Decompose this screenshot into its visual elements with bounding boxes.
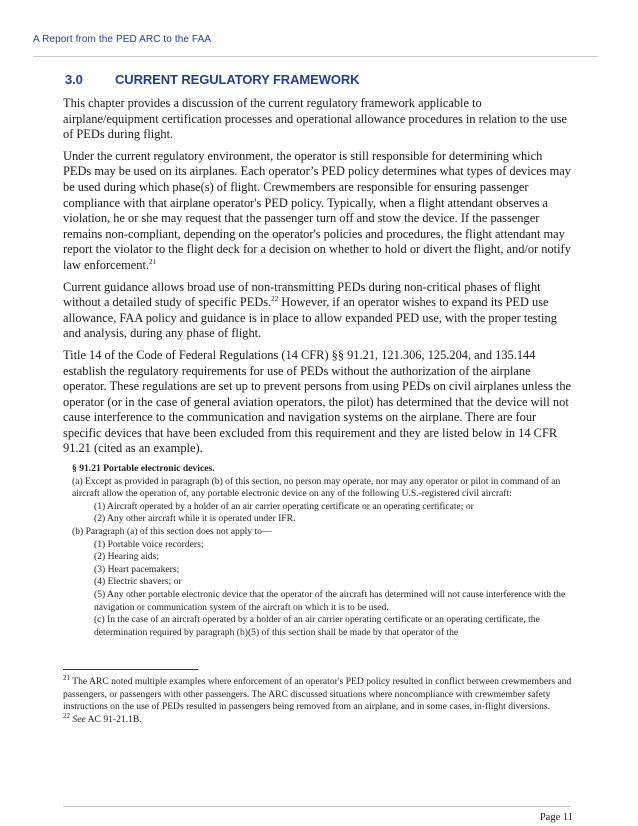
footnote-ref-21[interactable]: 21 <box>149 257 157 266</box>
footer-divider <box>63 806 571 807</box>
paragraph-operator-responsibility-text: Under the current regulatory environment, the operator is still responsible for determining which PEDs may be used on its airplanes. Each operator’s PED policy determines what types of devices may be used during which phase(s) of flight. Crewmembers are responsible for ensuring passenger compliance with that airplane operator's PED policy. Typically, when a flight attendant observes a violation, he or she may request that the passenger turn off and stow the device. If the passenger remains non-compliant, depending on the operator's policies and procedures, the flight attendant may report the violator to the flight deck for a decision on whether to hold or divert the flight, and/or notify law enforcement. <box>63 148 572 272</box>
section-title: CURRENT REGULATORY FRAMEWORK <box>115 72 360 87</box>
footnote-21 <box>63 673 573 714</box>
section-heading <box>65 72 571 87</box>
regulation-para-a: (a) Except as provided in paragraph (b) of this section, no person may operate, nor may any operator or pilot in command of an aircraft allow the operation of, any portable electronic device on any of the following U.S.-registered civil aircraft: <box>72 475 561 500</box>
paragraph-intro: This chapter provides a discussion of the current regulatory framework applicable to airplane/equipment certification processes and operational allowance procedures in relation to the use of PEDs during flight. <box>63 96 568 142</box>
footnote-22 <box>63 711 573 727</box>
header-divider <box>33 56 598 57</box>
footnote-22-see: See <box>72 713 86 725</box>
regulation-para-c: (c) In the case of an aircraft operated by a holder of an air carrier operating certificate or an operating certificate, the determination required by paragraph (b)(5) of this section shall be made by that operator of the <box>94 614 540 638</box>
paragraph-current-guidance-text-b: However, if an operator wishes to expand its PED use allowance, FAA policy and guidance is in place to allow expanded PED use, with the proper testing and analysis, during any phase of flight. <box>63 295 557 341</box>
footnotes <box>63 673 573 726</box>
footnote-21-text: The ARC noted multiple examples where enforcement of an operator's PED policy resulted in conflict between crewmembers and passengers, or passengers with other passengers. The ARC discussed situations where noncompliance with crewmember safety instructions on the use of PEDs resulted in passengers being removed from an airplane, and in some cases, in-flight diversions. <box>63 676 572 713</box>
paragraph-current-guidance-text-a: Current guidance allows broad use of non-transmitting PEDs during non-critical phases of flight without a detailed study of specific PEDs. <box>63 279 541 310</box>
regulation-para-b5: (5) Any other portable electronic device that the operator of the aircraft has determined will not cause interference with the navigation or communication system of the aircraft on which it is to be used. <box>94 589 566 613</box>
page-body <box>63 72 571 639</box>
paragraph-title-14: Title 14 of the Code of Federal Regulations (14 CFR) §§ 91.21, 121.306, 125.204, and 135.144 establish the regulatory requirements for use of PEDs without the authorization of the airplane operator. These regulations are set up to prevent persons from using PEDs on civil airplanes unless the operator (or in the case of general aviation operators, the pilot) has determined that the device will not cause interference to the communication and navigation systems on the airplane. There are four specific devices that have been excluded from this requirement and they are listed below in 14 CFR 91.21 (cited as an example). <box>63 347 572 456</box>
paragraph-current-guidance <box>63 280 571 342</box>
footnote-22-number: 22 <box>63 711 70 720</box>
regulation-para-b3: (3) Heart pacemakers; <box>94 563 180 575</box>
regulation-title: § 91.21 Portable electronic devices. <box>72 463 215 475</box>
section-number: 3.0 <box>65 72 83 87</box>
footnote-ref-22[interactable]: 22 <box>271 295 279 303</box>
page-number: Page 11 <box>539 812 573 823</box>
footnote-divider <box>63 669 198 670</box>
paragraph-operator-responsibility <box>63 149 571 274</box>
running-header: A Report from the PED ARC to the FAA <box>33 34 212 45</box>
regulation-excerpt <box>72 463 571 639</box>
footnote-22-text: AC 91-21.1B. <box>85 713 142 725</box>
regulation-para-b4: (4) Electric shavers; or <box>94 576 182 588</box>
footnote-21-number: 21 <box>63 673 70 682</box>
regulation-para-a1: (1) Aircraft operated by a holder of an air carrier operating certificate or an operating certificate; or <box>94 500 474 512</box>
regulation-para-b2: (2) Hearing aids; <box>94 551 160 563</box>
regulation-para-b1: (1) Portable voice recorders; <box>94 538 204 550</box>
regulation-para-b: (b) Paragraph (a) of this section does not apply to— <box>72 526 272 538</box>
regulation-para-a2: (2) Any other aircraft while it is operated under IFR. <box>94 513 296 525</box>
